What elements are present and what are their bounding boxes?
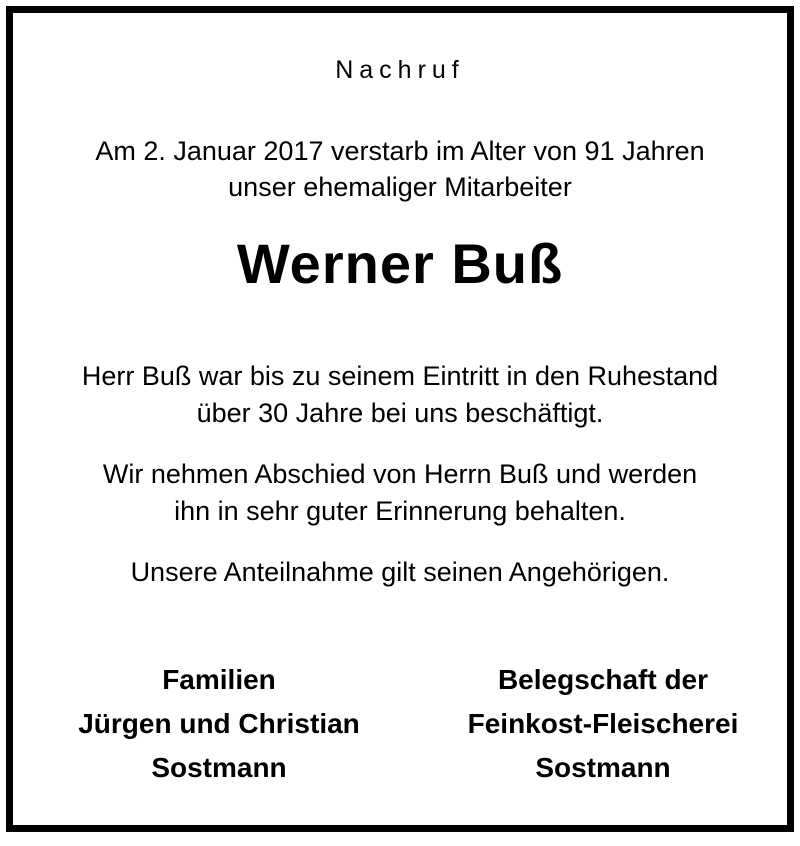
intro-text bbox=[13, 133, 787, 205]
signature-line: Sostmann bbox=[535, 752, 671, 783]
obituary-heading: Nachruf bbox=[335, 56, 465, 84]
employment-paragraph bbox=[13, 358, 787, 432]
obituary-frame bbox=[6, 6, 794, 832]
paragraph-line: ihn in sehr guter Erinnerung behalten. bbox=[174, 496, 626, 526]
paragraph-line: Unsere Anteilnahme gilt seinen Angehörigen. bbox=[130, 557, 670, 587]
paragraph-line: Herr Buß war bis zu seinem Eintritt in den Ruhestand bbox=[81, 361, 719, 391]
signature-line: Familien bbox=[162, 664, 276, 695]
deceased-name: Werner Buß bbox=[236, 232, 564, 295]
signature-line: Feinkost-Fleischerei bbox=[467, 708, 739, 739]
paragraph-line: über 30 Jahre bei uns beschäftigt. bbox=[196, 398, 604, 428]
signature-staff bbox=[438, 658, 768, 790]
signature-line: Belegschaft der bbox=[497, 664, 709, 695]
intro-line: unser ehemaliger Mitarbeiter bbox=[228, 172, 572, 202]
signature-line: Sostmann bbox=[151, 752, 287, 783]
paragraph-line: Wir nehmen Abschied von Herrn Buß und werden bbox=[102, 459, 698, 489]
farewell-paragraph bbox=[13, 456, 787, 530]
intro-line: Am 2. Januar 2017 verstarb im Alter von 91 Jahren bbox=[95, 136, 705, 166]
signature-line: Jürgen und Christian bbox=[78, 708, 360, 739]
signature-family bbox=[54, 658, 384, 790]
obituary-content bbox=[13, 13, 787, 825]
condolence-paragraph bbox=[13, 554, 787, 591]
